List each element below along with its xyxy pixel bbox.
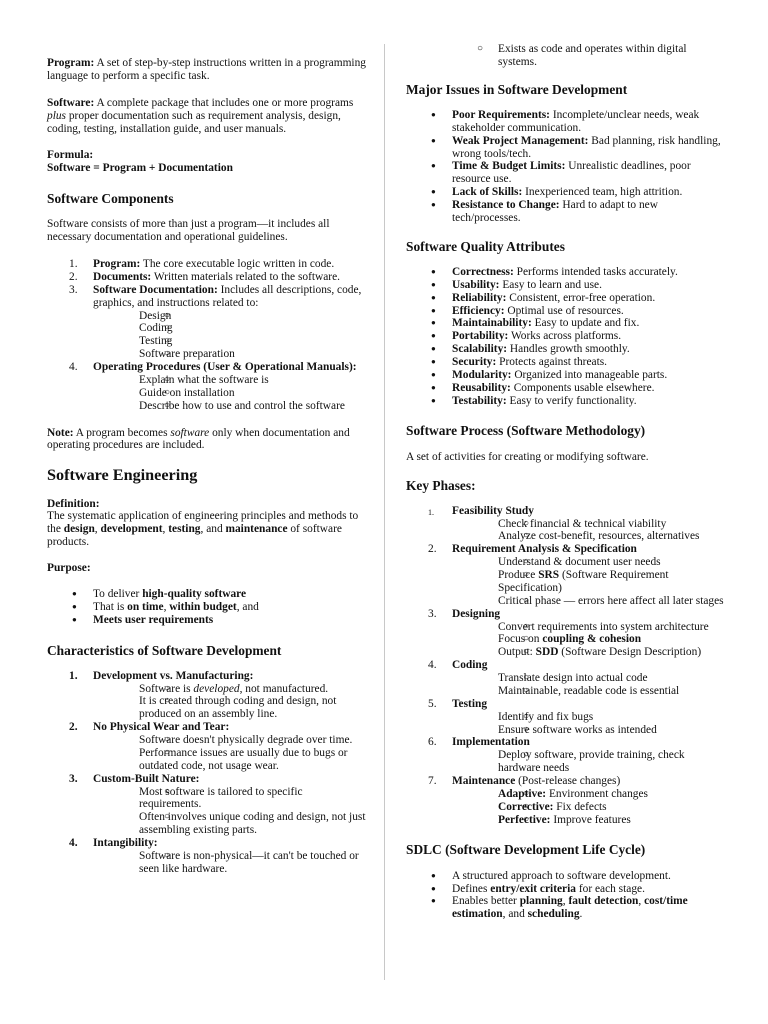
- list-item: 3. Designing ○ Convert requirements into system architecture ○ Focus on coupling & cohesion ○ Output: SDD (Software Design Description): [406, 608, 726, 660]
- formula-text: Software = Program + Documentation: [47, 162, 233, 175]
- list-item: ○ Ensure software works as intended: [452, 724, 726, 737]
- list-item: ○ Convert requirements into system architecture: [452, 621, 726, 634]
- list-item: ○ Performance issues are usually due to bugs or outdated code, not usage wear.: [93, 747, 367, 773]
- issues-list: [406, 109, 726, 225]
- list-item: ○ Software is non-physical—it can't be touched or seen like hardware.: [93, 850, 367, 876]
- list-item: ● Weak Project Management: Bad planning, risk handling, wrong tools/tech.: [406, 135, 726, 161]
- list-item: ○ Maintainable, readable code is essential: [452, 685, 726, 698]
- list-item: 1. Feasibility Study ○ Check financial & technical viability ○ Analyze cost-benefit, resources, alternatives: [406, 505, 726, 544]
- list-item: ○ Testing: [93, 335, 367, 348]
- list-item: 2. Documents: Written materials related to the software.: [69, 270, 341, 283]
- list-item: ● Security: Protects against threats.: [406, 356, 726, 369]
- list-item: ● Usability: Easy to learn and use.: [406, 279, 726, 292]
- list-item: ○ Most software is tailored to specific requirements.: [93, 786, 367, 812]
- program-definition: Program: A set of step-by-step instructions written in a programming language to perform a specific task.: [47, 57, 366, 82]
- list-item: ○ Software doesn't physically degrade over time.: [93, 734, 367, 747]
- note-paragraph: Note: A program becomes software only when documentation and operating procedures are included.: [47, 426, 350, 452]
- purpose-label: Purpose:: [47, 562, 91, 575]
- list-item: ○ It is created through coding and design, not produced on an assembly line.: [93, 695, 367, 721]
- list-item: ● Resistance to Change: Hard to adapt to new tech/processes.: [406, 199, 726, 225]
- list-item: ● To deliver high-quality software: [47, 588, 367, 601]
- sdlc-list: [406, 870, 726, 922]
- list-item: 3. Custom-Built Nature: ○ Most software is tailored to specific requirements. ○ Often involves unique coding and design, not just assembling existing parts.: [47, 773, 367, 837]
- heading-quality-attributes: Software Quality Attributes: [406, 238, 565, 254]
- heading-software-process: Software Process (Software Methodology): [406, 422, 646, 438]
- list-item: ● Poor Requirements: Incomplete/unclear needs, weak stakeholder communication.: [406, 109, 726, 135]
- list-item: ● A structured approach to software development.: [406, 870, 726, 883]
- list-item: ○ Design: [93, 310, 367, 323]
- list-item: 2. No Physical Wear and Tear: ○ Software doesn't physically degrade over time. ○ Performance issues are usually due to bugs or outdated code, not usage wear.: [47, 721, 367, 773]
- column-divider: [384, 44, 385, 980]
- list-item: ○ Explain what the software is: [93, 374, 367, 387]
- phases-list: [406, 505, 726, 827]
- list-item: ○ Critical phase — errors here affect all later stages: [452, 595, 726, 608]
- definition-text: The systematic application of engineering principles and methods to the design, development, testing, and maintenance of software products.: [47, 510, 359, 549]
- list-item: 2. Requirement Analysis & Specification ○ Understand & document user needs ○ Produce SRS (Software Requirement Specification) ○ Critical phase — errors here affect all later stages: [406, 543, 726, 607]
- list-item: ● Time & Budget Limits: Unrealistic deadlines, poor resource use.: [406, 160, 726, 186]
- list-item: ● Maintainability: Easy to update and fix.: [406, 317, 726, 330]
- process-intro: A set of activities for creating or modifying software.: [406, 450, 649, 463]
- heading-characteristics: Characteristics of Software Development: [47, 642, 282, 658]
- quality-list: [406, 266, 726, 408]
- list-item: 3. Software Documentation: Includes all descriptions, code, graphics, and instructions related to: ○ Design ○ Coding ○ Testing ○ Software preparation: [47, 284, 367, 361]
- list-item: ● Efficiency: Optimal use of resources.: [406, 305, 726, 318]
- left-column: [47, 0, 367, 876]
- list-item: ● Reliability: Consistent, error-free operation.: [406, 292, 726, 305]
- components-intro: Software consists of more than just a program—it includes all necessary documentation and operational guidelines.: [47, 218, 330, 244]
- list-item: ○ Corrective: Fix defects: [452, 801, 726, 814]
- list-item: ● Scalability: Handles growth smoothly.: [406, 343, 726, 356]
- list-item: ○ Describe how to use and control the software: [93, 400, 367, 413]
- list-item: ○ Translate design into actual code: [452, 672, 726, 685]
- list-item: ● Testability: Easy to verify functionality.: [406, 395, 726, 408]
- list-item: ● Correctness: Performs intended tasks accurately.: [406, 266, 726, 279]
- list-item: 1. Program: The core executable logic written in code.: [69, 258, 335, 271]
- list-item: ● Portability: Works across platforms.: [406, 330, 726, 343]
- list-item: 5. Testing ○ Identify and fix bugs ○ Ensure software works as intended: [406, 698, 726, 737]
- list-item: ● That is on time, within budget, and: [47, 601, 367, 614]
- heading-major-issues: Major Issues in Software Development: [406, 81, 628, 97]
- heading-key-phases: Key Phases:: [406, 477, 476, 493]
- list-item: ○ Adaptive: Environment changes: [452, 788, 726, 801]
- list-item: ● Defines entry/exit criteria for each stage.: [406, 883, 726, 896]
- list-item: ○ Analyze cost-benefit, resources, alternatives: [452, 530, 726, 543]
- characteristics-list: [47, 670, 367, 876]
- list-item: ○ Software preparation: [93, 348, 367, 361]
- list-item: ○ Identify and fix bugs: [452, 711, 726, 724]
- heading-software-engineering: Software Engineering: [47, 466, 198, 485]
- list-item: ○ Guide on installation: [93, 387, 367, 400]
- list-item: ○ Often involves unique coding and design, not just assembling existing parts.: [93, 811, 367, 837]
- heading-software-components: Software Components: [47, 191, 174, 207]
- list-item: ○ Perfective: Improve features: [452, 814, 726, 827]
- software-definition: Software: A complete package that includes one or more programs plus proper documentation such as requirement analysis, design, coding, testing, installation guide, and user manuals.: [47, 96, 354, 135]
- list-item: 6. Implementation ○ Deploy software, provide training, check hardware needs: [406, 736, 726, 775]
- list-item: 7. Maintenance (Post-release changes) ○ Adaptive: Environment changes ○ Corrective: Fix defects ○ Perfective: Improve features: [406, 775, 726, 827]
- list-item: ○ Coding: [93, 322, 367, 335]
- list-item: 1. Development vs. Manufacturing: ○ Software is developed, not manufactured. ○ It is created through coding and design, not produced on an assembly line.: [47, 670, 367, 722]
- list-item: ○ Produce SRS (Software Requirement Specification): [452, 569, 726, 595]
- list-item: ● Reusability: Components usable elsewhere.: [406, 382, 726, 395]
- list-item: ● Meets user requirements: [47, 614, 367, 627]
- components-list: [47, 258, 367, 413]
- list-item: ● Lack of Skills: Inexperienced team, high attrition.: [406, 186, 726, 199]
- list-item: ○ Output: SDD (Software Design Description): [452, 646, 726, 659]
- list-item: ○ Understand & document user needs: [452, 556, 726, 569]
- list-item: 4. Intangibility: ○ Software is non-physical—it can't be touched or seen like hardware.: [47, 837, 367, 876]
- purpose-list: [47, 588, 367, 627]
- list-item: ○ Check financial & technical viability: [452, 518, 726, 531]
- list-item: ○ Deploy software, provide training, check hardware needs: [452, 749, 726, 775]
- list-item: ● Modularity: Organized into manageable parts.: [406, 369, 726, 382]
- list-item: ● Enables better planning, fault detection, cost/time estimation, and scheduling.: [406, 895, 726, 921]
- list-item: ○ Focus on coupling & cohesion: [452, 633, 726, 646]
- list-item: ○ Exists as code and operates within digital systems.: [406, 43, 726, 69]
- definition-label: Definition:: [47, 497, 100, 510]
- list-item: 4. Coding ○ Translate design into actual code ○ Maintainable, readable code is essential: [406, 659, 726, 698]
- formula-label: Formula:: [47, 149, 94, 162]
- heading-sdlc: SDLC (Software Development Life Cycle): [406, 841, 646, 857]
- right-column: [406, 0, 726, 921]
- list-item: 4. Operating Procedures (User & Operational Manuals): ○ Explain what the software is ○ Guide on installation ○ Describe how to use and control the software: [47, 361, 367, 413]
- list-item: ○ Software is developed, not manufactured.: [93, 683, 367, 696]
